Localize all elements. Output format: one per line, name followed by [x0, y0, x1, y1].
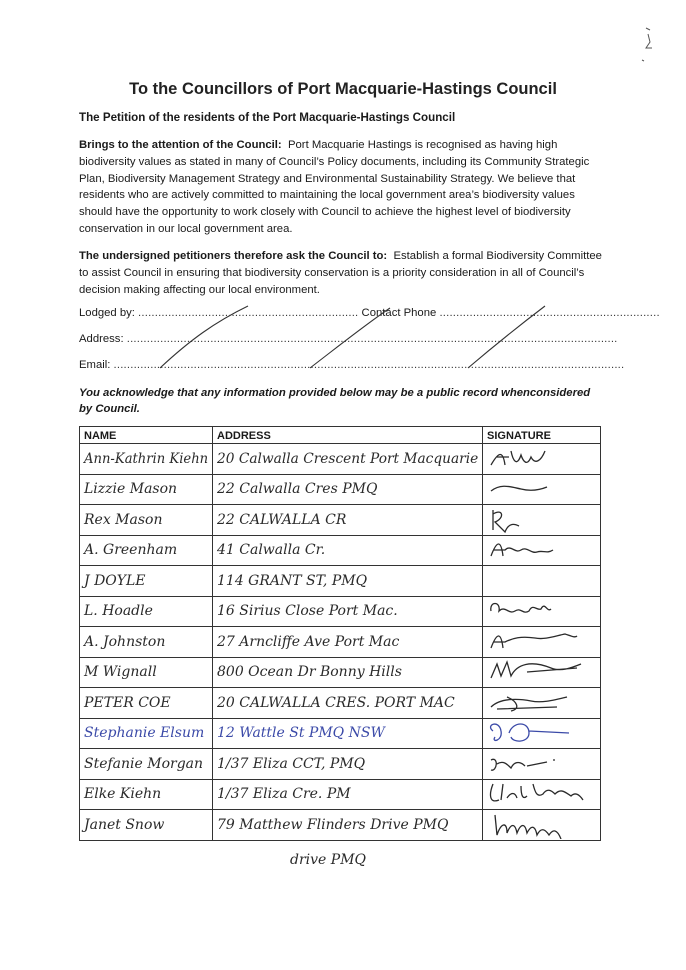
name-cell[interactable]	[80, 627, 213, 658]
lodged-by-label: Lodged by:	[79, 307, 135, 319]
table-row	[80, 718, 601, 749]
table-row	[80, 688, 601, 719]
signature-cell[interactable]	[483, 474, 601, 505]
signatory-name: Elke Kiehn	[84, 786, 162, 803]
signatory-address: 16 Sirius Close Port Mac.	[217, 603, 398, 620]
signature-cell[interactable]	[483, 810, 601, 841]
handwritten-signature	[487, 445, 597, 473]
address-cell[interactable]	[213, 444, 483, 475]
name-cell[interactable]	[80, 444, 213, 475]
name-cell[interactable]	[80, 718, 213, 749]
name-cell[interactable]	[80, 810, 213, 841]
table-row	[80, 474, 601, 505]
address-cell[interactable]	[213, 596, 483, 627]
signatory-name: Lizzie Mason	[84, 481, 178, 498]
signature-cell[interactable]	[483, 749, 601, 780]
signature-cell[interactable]	[483, 566, 601, 597]
signature-cell[interactable]	[483, 627, 601, 658]
name-cell[interactable]	[80, 749, 213, 780]
signature-stroke	[491, 697, 567, 711]
contact-phone-label: Contact Phone	[361, 307, 437, 319]
signatory-name: Ann-Kathrin Kiehn	[84, 450, 209, 467]
address-cell[interactable]	[213, 779, 483, 810]
table-row	[80, 505, 601, 536]
name-cell[interactable]	[80, 505, 213, 536]
handwritten-signature	[487, 780, 597, 808]
table-row	[80, 749, 601, 780]
name-cell[interactable]	[80, 566, 213, 597]
table-row	[80, 779, 601, 810]
table-row	[80, 535, 601, 566]
signatory-name: M Wignall	[84, 664, 157, 681]
handwritten-signature	[487, 811, 597, 839]
request-label: The undersigned petitioners therefore ask the Council to:	[79, 250, 388, 262]
handwritten-signature	[487, 506, 597, 534]
signature-stroke	[491, 544, 553, 556]
handwritten-signature	[487, 689, 597, 717]
email-label: Email:	[79, 359, 111, 371]
signatory-name: Rex Mason	[84, 511, 163, 528]
table-row	[80, 596, 601, 627]
signature-cell[interactable]	[483, 596, 601, 627]
signature-stroke	[491, 634, 577, 648]
signature-stroke	[491, 784, 583, 801]
handwritten-signature	[487, 597, 597, 625]
address-cell[interactable]	[213, 627, 483, 658]
signatory-address: 41 Calwalla Cr.	[217, 542, 326, 559]
address-cell[interactable]	[213, 749, 483, 780]
address-cell[interactable]	[213, 688, 483, 719]
request-paragraph	[79, 248, 604, 298]
petition-title: To the Councillors of Port Macquarie-Hastings Council	[129, 80, 557, 98]
name-cell[interactable]	[80, 596, 213, 627]
signature-cell[interactable]	[483, 505, 601, 536]
signatory-address: 79 Matthew Flinders Drive PMQ	[217, 816, 449, 833]
address-continuation: drive PMQ	[290, 852, 367, 868]
signature-stroke	[491, 604, 551, 613]
signature-cell[interactable]	[483, 444, 601, 475]
address-cell[interactable]	[213, 474, 483, 505]
signature-cell[interactable]	[483, 779, 601, 810]
email-field[interactable]: Email: .........................................................................................................................................................	[79, 359, 625, 371]
header-signature: SIGNATURE	[483, 427, 601, 444]
signatory-address: 12 Wattle St PMQ NSW	[217, 725, 385, 742]
address-cell[interactable]	[213, 535, 483, 566]
signature-stroke	[495, 815, 561, 839]
address-cell[interactable]	[213, 810, 483, 841]
address-cell[interactable]	[213, 657, 483, 688]
address-label: Address:	[79, 333, 124, 345]
signatory-name: Stefanie Morgan	[84, 755, 204, 772]
table-row	[80, 657, 601, 688]
table-row	[80, 444, 601, 475]
address-cell[interactable]	[213, 566, 483, 597]
header-address: ADDRESS	[213, 427, 483, 444]
signatory-name: PETER COE	[84, 694, 171, 711]
signature-stroke	[491, 662, 581, 678]
attention-paragraph	[79, 137, 604, 238]
name-cell[interactable]	[80, 779, 213, 810]
signatory-name: Janet Snow	[84, 816, 165, 833]
signatory-address: 114 GRANT ST, PMQ	[217, 572, 368, 589]
table-header-row	[80, 427, 601, 444]
signatory-address: 22 Calwalla Cres PMQ	[217, 481, 378, 498]
name-cell[interactable]	[80, 474, 213, 505]
signature-cell[interactable]	[483, 718, 601, 749]
signature-stroke	[491, 724, 569, 741]
signatory-name: J DOYLE	[84, 572, 146, 589]
signatory-address: 22 CALWALLA CR	[217, 511, 347, 528]
signature-cell[interactable]	[483, 535, 601, 566]
signatory-address: 1/37 Eliza Cre. PM	[217, 786, 351, 803]
petition-subtitle: The Petition of the residents of the Port Macquarie-Hastings Council	[79, 111, 456, 124]
handwritten-signature	[487, 475, 597, 503]
signature-stroke	[493, 510, 519, 532]
handwritten-signature	[487, 536, 597, 564]
attention-text: Port Macquarie Hastings is recognised as having high biodiversity values as stated in many of Council’s Policy documents, including its Community Strategic Plan, Biodiversity Management Strategy and Environmental Sustainability Strategy. We believe that residents who are actively committed to maintaining the local government area’s biodiversity values should have the opportunity to work closely with Council to achieve the highest level of biodiversity conservation in our local government area.	[79, 139, 590, 235]
signatory-address: 20 Calwalla Crescent Port Macquarie	[217, 450, 479, 467]
address-field[interactable]: Address: ...................................................................................................................................................	[79, 333, 618, 345]
address-cell[interactable]	[213, 505, 483, 536]
signatory-address: 800 Ocean Dr Bonny Hills	[217, 664, 402, 681]
signatory-address: 20 CALWALLA CRES. PORT MAC	[217, 694, 455, 711]
table-row	[80, 810, 601, 841]
request-text: Establish a formal Biodiversity Committee to assist Council in ensuring that biodiversity conservation is a priority consideration in all of Council’s decision making affecting our local environment.	[79, 250, 602, 296]
handwritten-signature	[487, 750, 597, 778]
signatory-name: Stephanie Elsum	[84, 725, 205, 742]
name-cell[interactable]	[80, 688, 213, 719]
name-cell[interactable]	[80, 657, 213, 688]
signatory-name: A. Johnston	[84, 633, 166, 650]
signature-cell[interactable]	[483, 688, 601, 719]
signatory-address: 27 Arncliffe Ave Port Mac	[217, 633, 400, 650]
attention-label: Brings to the attention of the Council:	[79, 139, 282, 151]
acknowledgement-note: You acknowledge that any information provided below may be a public record whenconsidered by Council.	[79, 387, 591, 415]
corner-scribble	[632, 20, 662, 70]
lodged-by-field[interactable]: Lodged by: .................................................................. Contact Phone ..................................................................	[79, 307, 660, 319]
signatory-address: 1/37 Eliza CCT, PMQ	[217, 755, 366, 772]
handwritten-signature	[487, 658, 597, 686]
table-row	[80, 627, 601, 658]
handwritten-signature	[487, 628, 597, 656]
signatory-name: A. Greenham	[84, 542, 178, 559]
header-name: NAME	[80, 427, 213, 444]
signature-stroke	[491, 451, 545, 465]
table-row	[80, 566, 601, 597]
signature-stroke	[491, 759, 555, 770]
handwritten-signature	[487, 719, 597, 747]
signature-stroke	[491, 486, 547, 491]
address-cell[interactable]	[213, 718, 483, 749]
name-cell[interactable]	[80, 535, 213, 566]
signature-cell[interactable]	[483, 657, 601, 688]
signature-table	[79, 426, 601, 841]
signatory-name: L. Hoadle	[84, 603, 153, 620]
signature-rows	[80, 444, 601, 841]
